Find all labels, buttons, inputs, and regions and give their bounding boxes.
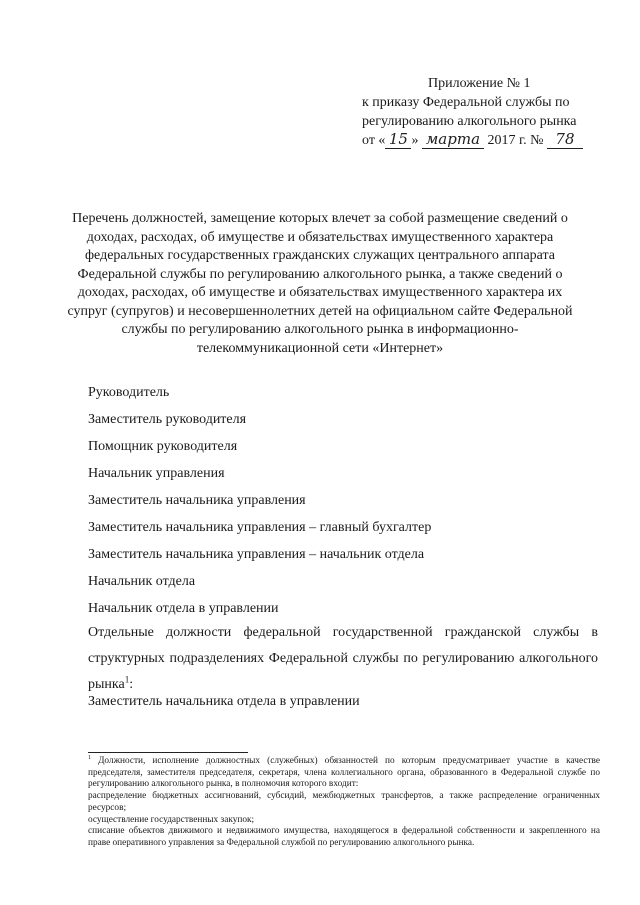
- footnote-line: [88, 756, 600, 791]
- footnote-divider: [88, 752, 248, 753]
- document-title: Перечень должностей, замещение которых влечет за собой размещение сведений о доходах, расходах, об имуществе и обязательствах имущественного характера федеральных государственных гражданских служащих центрального аппарата Федеральной службы по регулированию алкогольного рынка, а также сведений о доходах, расходах, об имуществе и обязательствах имущественного характера их супруг (супругов) и несовершеннолетних детей на официальном сайте Федеральной службы по регулированию алкогольного рынка в информационно-телекоммуникационной сети «Интернет»: [67, 211, 573, 356]
- positions-list: [88, 383, 608, 626]
- position-item: Заместитель начальника управления: [88, 493, 306, 508]
- appendix-org-line: регулированию алкогольного рынка: [362, 114, 577, 129]
- footnote-line: списание объектов движимого и недвижимого имущества, находящегося в федеральной собственности и закрепленного на праве оперативного управления за Федеральной службой по регулированию алкогольного рынка.: [88, 826, 600, 848]
- appendix-order-line: к приказу Федеральной службы по: [362, 95, 570, 110]
- position-item: Начальник отдела в управлении: [88, 601, 279, 616]
- position-item: Заместитель руководителя: [88, 412, 247, 427]
- appendix-date-line: [362, 131, 612, 150]
- footnote-line: осуществление государственных закупок;: [88, 814, 255, 825]
- footnote: [88, 756, 600, 850]
- position-item: Помощник руководителя: [88, 439, 238, 454]
- date-quote-close: »: [411, 133, 419, 148]
- footnote-text: Должности, исполнение должностных (служебных) обязанностей по которым предусматривает участие в качестве председателя, заместителя председателя, секретаря, члена коллегиального органа, образованного в Федеральной службе по регулированию алкогольного рынка, в полномочия которого входит:: [88, 756, 600, 790]
- position-item: Заместитель начальника управления – начальник отдела: [88, 547, 425, 562]
- paragraph-text: Отдельные должности федеральной государственной гражданской службы в структурных подразделениях Федеральной службы по регулированию алкогольного рынка: [88, 625, 598, 692]
- position-item: Начальник управления: [88, 466, 225, 481]
- paragraph-colon: :: [129, 677, 134, 692]
- position-item: Начальник отдела: [88, 574, 196, 589]
- footnote-line: распределение бюджетных ассигнований, субсидий, межбюджетных трансфертов, а также распределение ограниченных ресурсов;: [88, 791, 600, 813]
- order-number-handwritten: 78: [555, 130, 575, 148]
- date-month-field: [422, 132, 484, 149]
- date-day-handwritten: 15: [388, 130, 408, 148]
- order-number-field: [547, 132, 583, 149]
- date-prefix: от «: [362, 133, 386, 148]
- final-position-item: Заместитель начальника отдела в управлении: [88, 694, 360, 709]
- footnote-mark: 1: [88, 754, 92, 761]
- appendix-title: Приложение № 1: [428, 76, 531, 91]
- appendix-header: [362, 74, 612, 150]
- position-item: Заместитель начальника управления – главный бухгалтер: [88, 520, 432, 535]
- date-month-handwritten: марта: [425, 130, 481, 148]
- date-day-field: [385, 132, 411, 149]
- position-item: Руководитель: [88, 385, 170, 400]
- separate-positions-paragraph: [88, 620, 598, 698]
- date-year-text: 2017 г. №: [487, 133, 544, 148]
- footnote-reference: 1: [124, 674, 130, 685]
